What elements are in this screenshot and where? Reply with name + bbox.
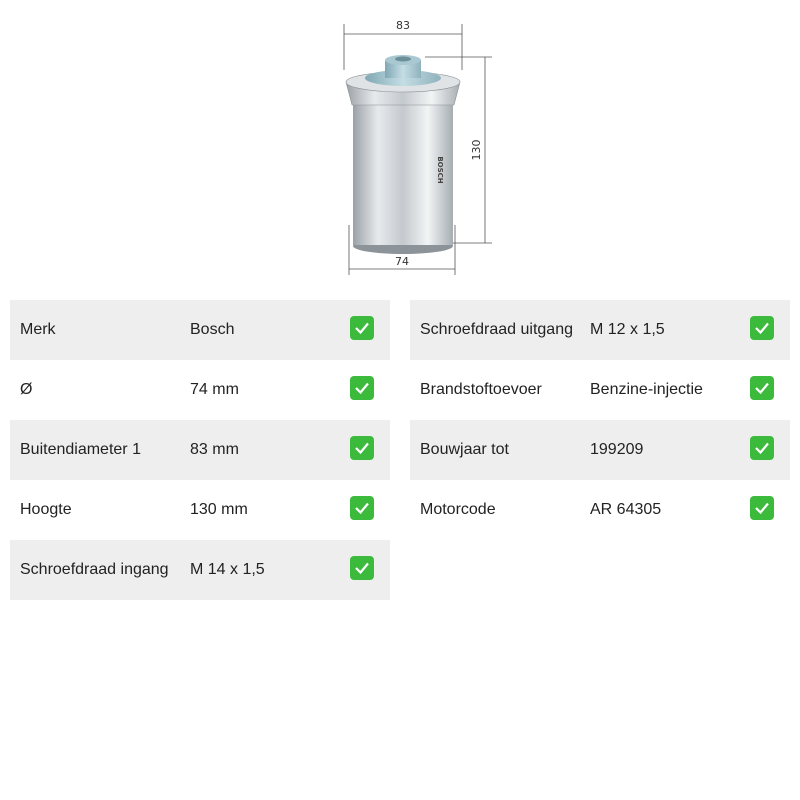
spec-row-height xyxy=(10,480,390,540)
spec-value: 130 mm xyxy=(190,501,248,518)
bosch-brand-mark: BOSCH xyxy=(436,156,444,184)
product-figure xyxy=(330,10,500,280)
spec-label: Schroefdraad uitgang xyxy=(420,321,573,338)
spec-row-engine-code xyxy=(410,480,790,540)
check-mark-icon xyxy=(350,556,374,580)
spec-value: M 12 x 1,5 xyxy=(590,321,665,338)
spec-label: Buitendiameter 1 xyxy=(20,441,141,458)
spec-row-outer-diameter xyxy=(10,420,390,480)
spec-label: Ø xyxy=(20,381,33,398)
spec-value: M 14 x 1,5 xyxy=(190,561,265,578)
check-mark-icon xyxy=(350,496,374,520)
spec-value: 74 mm xyxy=(190,381,239,398)
spec-row-outlet-thread xyxy=(410,300,790,360)
spec-value: 83 mm xyxy=(190,441,239,458)
spec-value: 199209 xyxy=(590,441,644,458)
specs-table-left xyxy=(10,300,390,600)
check-mark-icon xyxy=(350,316,374,340)
spec-label: Brandstoftoevoer xyxy=(420,381,542,398)
check-mark-icon xyxy=(350,376,374,400)
height-label: 130 xyxy=(470,139,483,161)
bottom-width-label: 74 xyxy=(395,255,409,268)
spec-label: Hoogte xyxy=(20,501,72,518)
check-mark-icon xyxy=(750,436,774,460)
spec-label: Schroefdraad ingang xyxy=(20,561,169,578)
spec-label: Motorcode xyxy=(420,501,496,518)
spec-row-inlet-thread xyxy=(10,540,390,600)
spec-value: Benzine-injectie xyxy=(590,381,703,398)
check-mark-icon xyxy=(750,316,774,340)
spec-row-build-year xyxy=(410,420,790,480)
top-width-label: 83 xyxy=(396,19,410,32)
spec-label: Bouwjaar tot xyxy=(420,441,509,458)
check-mark-icon xyxy=(350,436,374,460)
check-mark-icon xyxy=(750,496,774,520)
spec-value: Bosch xyxy=(190,321,235,338)
spec-row-brand xyxy=(10,300,390,360)
fuel-filter-drawing xyxy=(330,10,500,280)
spec-row-fuel-supply xyxy=(410,360,790,420)
spec-value: AR 64305 xyxy=(590,501,662,518)
spec-row-diameter xyxy=(10,360,390,420)
specs-table-right xyxy=(410,300,790,540)
check-mark-icon xyxy=(750,376,774,400)
spec-label: Merk xyxy=(20,321,56,338)
